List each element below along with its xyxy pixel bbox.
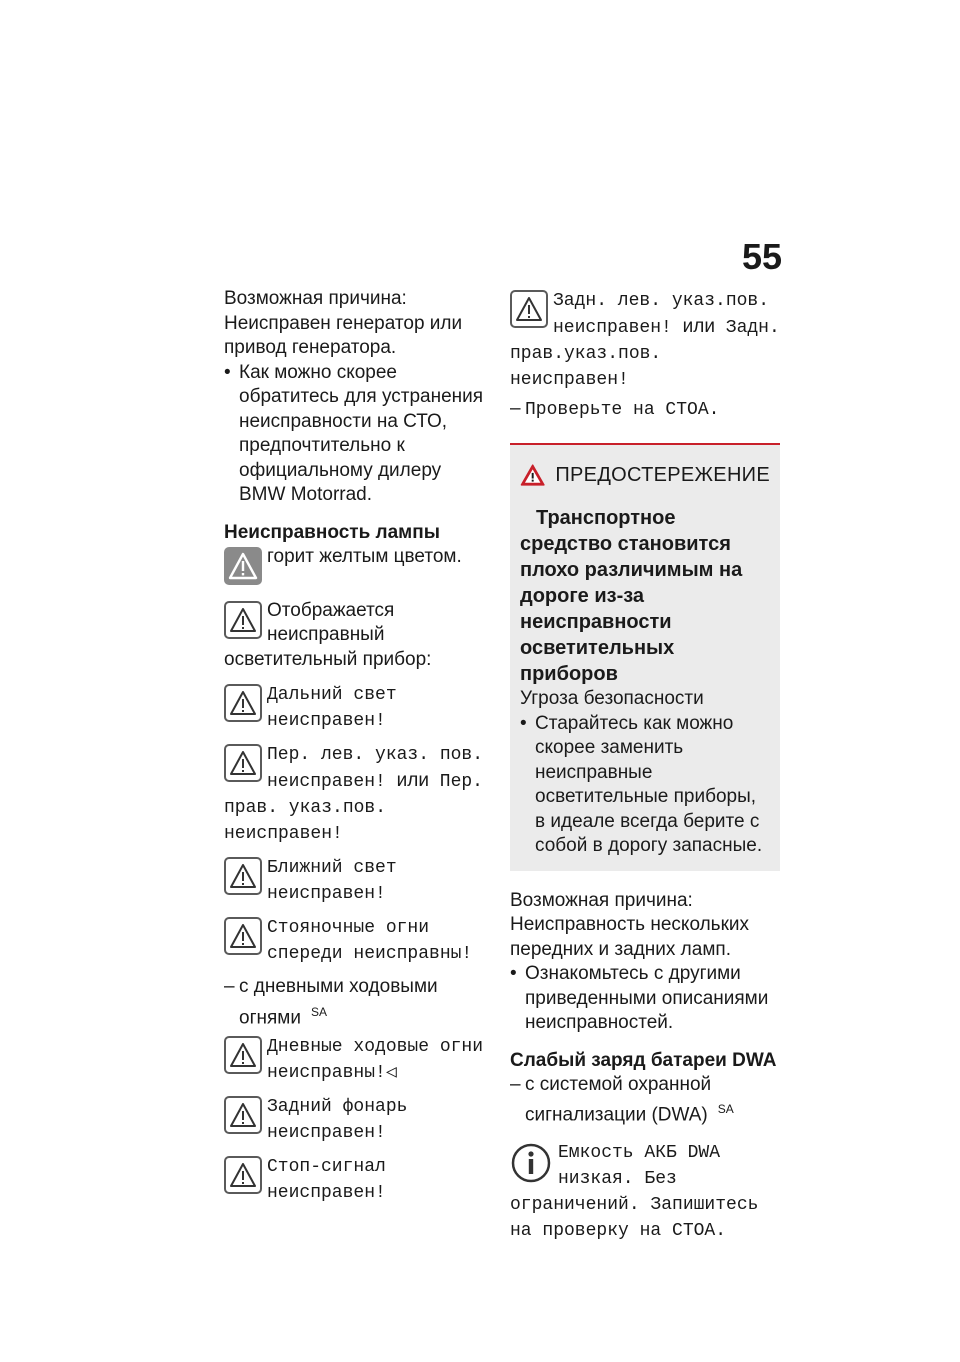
sa-badge: SA — [310, 1004, 327, 1019]
lamp-yellow-block: горит желтым цветом. — [224, 545, 492, 587]
cause-text: Неисправен генератор или привод генератора. — [224, 312, 463, 358]
info-icon — [510, 1142, 552, 1184]
warning-triangle-icon — [224, 1036, 262, 1074]
warning-triangle-icon — [520, 459, 545, 491]
warning-triangle-icon — [224, 744, 262, 782]
warning-triangle-icon — [224, 684, 262, 722]
warning-triangle-icon — [510, 290, 548, 328]
message-rear-turn: Задн. лев. указ.пов. неисправен! или Задн. прав.указ.пов. неисправен! — [510, 291, 780, 390]
right-column — [510, 288, 780, 1244]
message-low-beam: Ближний свет неисправен! — [224, 855, 492, 907]
page-number: 55 — [742, 236, 783, 277]
message-drl: Дневные ходовые огни неисправны!◁ — [224, 1034, 492, 1086]
warning-triangle-icon — [224, 1156, 262, 1194]
warning-triangle-icon — [224, 917, 262, 955]
bullet-item: • Ознакомьтесь с другими приведенными описаниями неисправностей. — [510, 963, 769, 1033]
warning-triangle-icon — [224, 857, 262, 895]
warning-title: ПРЕДОСТЕРЕЖЕНИЕ — [520, 459, 770, 491]
warning-triangle-icon — [224, 601, 262, 639]
warning-triangle-icon — [224, 1096, 262, 1134]
lamp-shown-block: Отображается неисправный осветительный прибор: — [224, 599, 432, 670]
message-parking-lights: Стояночные огни спереди неисправны! — [224, 915, 492, 967]
message-front-turn: Пер. лев. указ. пов. неисправен! или Пер. прав. указ.пов. неисправен! — [224, 745, 484, 844]
left-column — [224, 287, 492, 1206]
cause-text: Неисправность нескольких передних и задних ламп. — [510, 914, 750, 960]
warning-box — [510, 443, 780, 871]
message-brake-light: Стоп-сигнал неисправен! — [224, 1154, 492, 1206]
sa-badge: SA — [717, 1102, 734, 1116]
message-high-beam: Дальний свет неисправен! — [224, 682, 492, 734]
message-tail-light: Задний фонарь неисправен! — [224, 1094, 492, 1146]
section-heading: Слабый заряд батареи DWA — [510, 1049, 777, 1071]
section-heading: Неисправность лампы — [224, 521, 440, 543]
warning-heading: Транспортное средство становится плохо различимым на дороге из-за неисправности осветительных приборов — [520, 507, 743, 685]
condition-item: – с дневными ходовыми огнями $^{SA}$ — [224, 976, 438, 1028]
bullet-item: • Как можно скорее обратитесь для устранения неисправности на СТО, предпочтительно к официальному дилеру BMW Motorrad. — [224, 361, 484, 505]
cause-label: Возможная причина: — [224, 288, 407, 309]
message-dwa-battery: Емкость АКБ DWA низкая. Без ограничений. Запишитесь на проверку на СТОА. — [510, 1142, 759, 1241]
warning-danger: Угроза безопасности — [520, 688, 704, 709]
warning-triangle-icon — [224, 547, 262, 585]
action-item: – Проверьте на СТОА. — [510, 398, 720, 420]
condition-item: – с системой охранной сигнализации (DWA) $^{SA}$ — [510, 1073, 734, 1126]
end-mark-icon: ◁ — [385, 1063, 397, 1084]
cause-label: Возможная причина: — [510, 889, 693, 911]
warning-bullet: • Старайтесь как можно скорее заменить неисправные осветительные приборы, в идеале всегда берите с собой в дорогу запасные. — [520, 712, 763, 856]
